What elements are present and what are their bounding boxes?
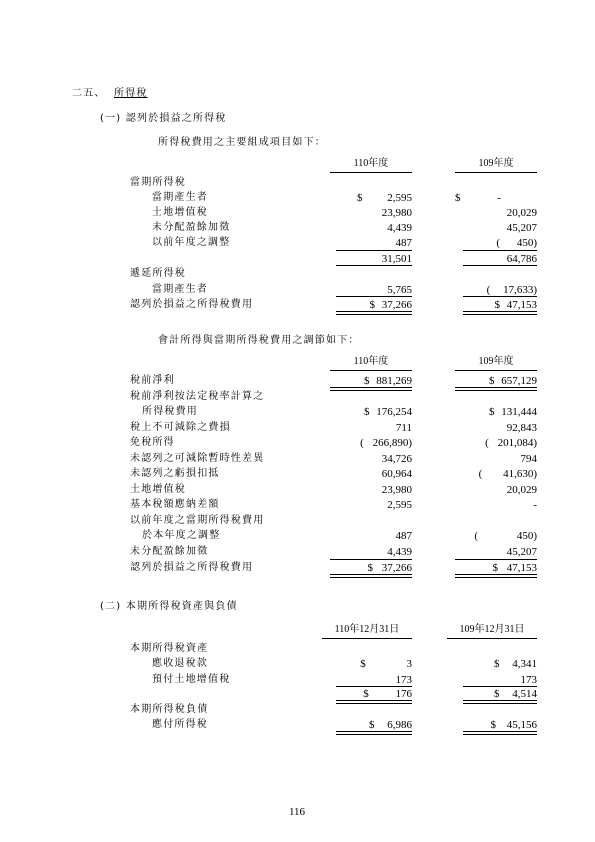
table2-value-109: ( 450) [474,530,537,542]
table3-subtotal-double-rule-2 [463,700,537,704]
table2-value-110: $ 176,254 [364,406,412,418]
table3-row-label: 本期所得稅資產 [130,643,209,654]
table3-row-label: 應付所得稅 [152,719,208,730]
table1-subtotal-rule-1 [336,250,412,251]
table1-total-rule-1 [336,296,412,297]
table1-total-109: $ 47,153 [494,299,537,311]
table3-subtotal-double-rule-1 [336,700,412,704]
table3-row-label: 本期所得稅負債 [130,704,209,715]
table3-value-109: $ 45,156 [490,719,537,731]
table3-col-header-1: 110年12月31日 [334,624,400,635]
table2-value-109: 45,207 [506,546,537,558]
table1-total-110: $ 37,266 [369,299,412,311]
table1-row-label: 當期所得稅 [130,177,186,188]
table2-value-110: 487 [395,530,412,542]
table2-value-110: 34,726 [381,453,412,465]
table2-row-label: 稅前淨利 [130,375,175,386]
part1-heading: (一) 認列於損益之所得稅 [100,113,227,124]
table1-intro: 所得稅費用之主要組成項目如下： [158,137,326,148]
table3-value-110: $ 6,986 [369,719,412,731]
table1-row-label: 遞延所得稅 [130,268,186,279]
table2-row-label: 基本稅額應納差額 [130,499,220,510]
table2-row-label: 免稅所得 [130,437,175,448]
table3-subtotal-110: $ 176 [363,688,412,700]
table1-value-110: 23,980 [381,207,412,219]
table1-row-label: 當期產生者 [152,192,208,203]
table1-subtotal-underline-1 [336,265,412,266]
table2-first-double-rule-1 [330,387,412,391]
table1-total-rule-2 [463,296,537,297]
table1-col-header-1: 110年度 [353,158,389,169]
table1-total-label: 認列於損益之所得稅費用 [130,299,254,310]
table1-value-109: $ - [455,192,501,204]
table2-row-label: 未分配盈餘加徵 [130,546,209,557]
table2-row-label: 稅前淨利按法定稅率計算之 [130,391,265,402]
table2-total-double-rule-1 [330,574,412,578]
table2-value-109: ( 41,630) [478,468,537,480]
table2-value-109: 794 [520,453,537,465]
table1-value-109: 20,029 [506,207,537,219]
table2-value-110: 2,595 [387,499,412,511]
table3-row-label: 預付土地增值稅 [152,674,231,685]
table2-intro: 會計所得與當期所得稅費用之調節如下： [158,335,360,346]
table2-first-double-rule-2 [455,387,537,391]
table2-col-header-1: 110年度 [353,356,389,367]
table2-row-label: 以前年度之當期所得稅費用 [130,515,265,526]
table1-header-rule-2 [455,172,537,173]
table3-value-109: $ 4,341 [494,658,537,670]
table2-value-110: 4,439 [387,546,412,558]
table1-total-double-rule-1 [336,311,412,315]
table2-total-rule-2 [455,559,537,560]
table2-row-label: 未認列之可減除暫時性差異 [130,453,265,464]
table3-header-rule-1 [322,638,412,639]
table2-value-109: ( 201,084) [485,437,537,449]
table3-row-label: 應收退稅款 [152,658,208,669]
table3-total-double-rule-2 [463,731,537,735]
table2-row-label: 未認列之虧損扣抵 [130,468,220,479]
table1-value-109: 45,207 [506,222,537,234]
table2-total-110: $ 37,266 [367,562,412,574]
table3-value-110: $ 3 [360,658,412,670]
table1-subtotal-110: 31,501 [381,253,412,265]
table3-subtotal-rule-2 [463,686,537,687]
table2-row-label: 稅上不可減除之費損 [130,422,231,433]
table2-header-rule-1 [330,370,412,371]
table2-row-label: 所得稅費用 [142,406,198,417]
table2-value-110: ( 266,890) [360,437,412,449]
table1-row-label: 土地增值稅 [152,207,208,218]
table2-value-109: - [533,499,537,511]
table1-value-109: ( 450) [496,237,537,249]
table2-value-110: 711 [395,422,412,434]
table1-value-110: 5,765 [387,284,412,296]
table2-value-109: 92,843 [506,422,537,434]
table3-header-rule-2 [447,638,537,639]
table2-value-109: $ 131,444 [489,406,537,418]
table1-value-110: 487 [395,237,412,249]
table1-subtotal-underline-2 [463,265,537,266]
section-title: 所得稅 [114,88,148,99]
table2-row-label: 於本年度之調整 [142,530,221,541]
table3-total-double-rule-1 [336,731,412,735]
table2-row-label: 土地增值稅 [130,484,186,495]
table1-header-rule-1 [330,172,412,173]
table2-col-header-2: 109年度 [478,356,514,367]
table1-row-label: 未分配盈餘加徵 [152,222,231,233]
table3-value-110: 173 [395,674,412,686]
page-number: 116 [288,806,306,818]
table2-total-109: $ 47,153 [492,562,537,574]
table3-subtotal-109: $ 4,514 [494,688,537,700]
table3-col-header-2: 109年12月31日 [459,624,525,635]
table2-total-label: 認列於損益之所得稅費用 [130,562,254,573]
table1-value-110: 4,439 [387,222,412,234]
table2-value-109: 20,029 [506,484,537,496]
table3-value-109: 173 [520,674,537,686]
table1-total-double-rule-2 [463,311,537,315]
table1-subtotal-rule-2 [463,250,537,251]
table1-row-label: 當期產生者 [152,284,208,295]
part2-heading: (二) 本期所得稅資產與負債 [100,601,238,612]
table2-value-110: 60,964 [381,468,412,480]
table1-row-label: 以前年度之調整 [152,237,231,248]
table2-value-110: 23,980 [381,484,412,496]
table2-value-109: $ 657,129 [489,375,537,387]
table1-value-109: ( 17,633) [486,284,537,296]
table3-subtotal-rule-1 [336,686,412,687]
table2-header-rule-2 [455,370,537,371]
table1-col-header-2: 109年度 [478,158,514,169]
table2-value-110: $ 881,269 [364,375,412,387]
table1-subtotal-109: 64,786 [506,253,537,265]
section-number: 二五、 [72,88,106,99]
table2-total-double-rule-2 [455,574,537,578]
table2-total-rule-1 [330,559,412,560]
table1-value-110: $ 2,595 [357,192,412,204]
